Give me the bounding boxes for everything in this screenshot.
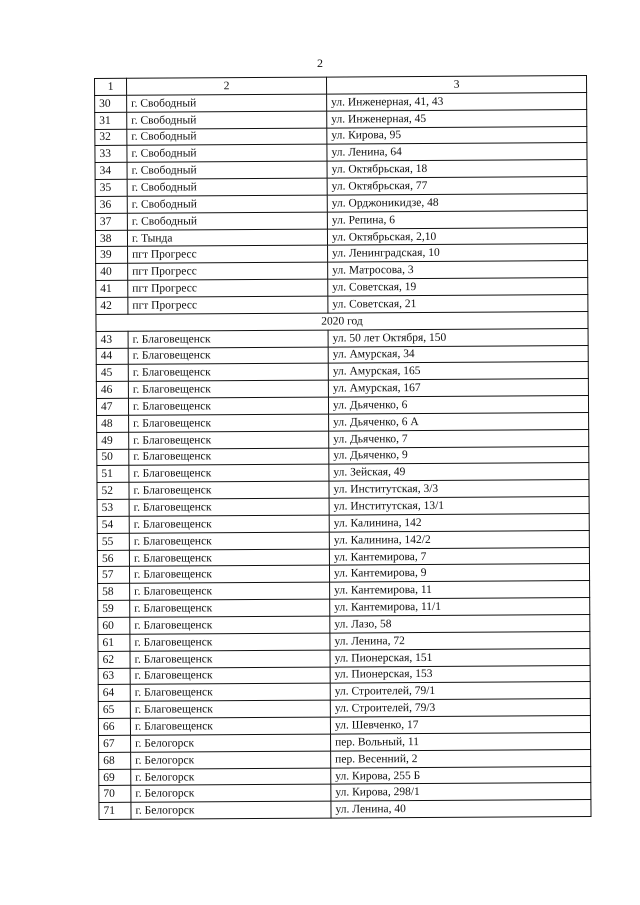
row-address: ул. Амурская, 167 bbox=[328, 379, 588, 397]
row-number: 70 bbox=[99, 786, 131, 803]
row-number: 60 bbox=[98, 617, 130, 634]
row-address: ул. Репина, 6 bbox=[327, 210, 587, 228]
row-address: ул. Калинина, 142/2 bbox=[329, 530, 589, 548]
row-number: 43 bbox=[96, 331, 128, 348]
table-body-after bbox=[96, 328, 591, 819]
row-address: ул. Кантемирова, 9 bbox=[329, 564, 589, 582]
row-address: ул. Кирова, 298/1 bbox=[331, 783, 591, 801]
row-number: 59 bbox=[98, 600, 130, 617]
row-address: ул. Советская, 19 bbox=[328, 278, 588, 296]
row-address: ул. Институтская, 3/3 bbox=[329, 480, 589, 498]
row-address: ул. Амурская, 165 bbox=[328, 362, 588, 380]
row-number: 49 bbox=[97, 432, 129, 449]
row-address: ул. Зейская, 49 bbox=[329, 463, 589, 481]
row-city: г. Благовещенск bbox=[128, 330, 328, 348]
row-address: ул. Калинина, 142 bbox=[329, 513, 589, 531]
row-number: 44 bbox=[96, 348, 128, 365]
row-city: г. Благовещенск bbox=[130, 650, 330, 668]
row-city: г. Тында bbox=[127, 229, 327, 247]
row-address: ул. Инженерная, 41, 43 bbox=[327, 92, 587, 110]
row-number: 32 bbox=[95, 129, 127, 146]
row-city: г. Свободный bbox=[127, 161, 327, 179]
row-city: г. Благовещенск bbox=[130, 667, 330, 685]
row-address: ул. Кантемирова, 7 bbox=[329, 547, 589, 565]
row-city: г. Благовещенск bbox=[129, 498, 329, 516]
row-number: 58 bbox=[98, 584, 130, 601]
row-number: 33 bbox=[95, 146, 127, 163]
row-city: пгт Прогресс bbox=[128, 262, 328, 280]
row-address: ул. Ленина, 40 bbox=[331, 800, 591, 818]
row-address: ул. Институтская, 13/1 bbox=[329, 497, 589, 515]
row-address: ул. Советская, 21 bbox=[328, 294, 588, 312]
row-number: 39 bbox=[96, 247, 128, 264]
year-label: 2020 год bbox=[96, 311, 588, 331]
row-number: 42 bbox=[96, 297, 128, 314]
row-number: 50 bbox=[97, 449, 129, 466]
row-number: 68 bbox=[99, 752, 131, 769]
row-city: пгт Прогресс bbox=[128, 296, 328, 314]
row-address: ул. Кирова, 95 bbox=[327, 126, 587, 144]
row-city: г. Благовещенск bbox=[130, 700, 330, 718]
row-city: г. Благовещенск bbox=[130, 717, 330, 735]
row-number: 66 bbox=[98, 718, 130, 735]
row-number: 38 bbox=[95, 230, 127, 247]
row-city: г. Благовещенск bbox=[129, 431, 329, 449]
row-city: г. Благовещенск bbox=[129, 566, 329, 584]
row-number: 56 bbox=[97, 550, 129, 567]
table-row bbox=[99, 800, 591, 820]
row-address: ул. Пионерская, 151 bbox=[330, 648, 590, 666]
row-address: ул. Кантемирова, 11/1 bbox=[330, 598, 590, 616]
row-number: 37 bbox=[95, 213, 127, 230]
row-number: 62 bbox=[98, 651, 130, 668]
row-address: ул. Октябрьская, 18 bbox=[327, 160, 587, 178]
row-city: г. Белогорск bbox=[131, 734, 331, 752]
row-address: ул. Матросова, 3 bbox=[328, 261, 588, 279]
row-city: г. Свободный bbox=[127, 178, 327, 196]
row-city: г. Свободный bbox=[127, 195, 327, 213]
row-address: ул. Дьяченко, 6 А bbox=[329, 412, 589, 430]
row-number: 48 bbox=[97, 415, 129, 432]
row-city: г. Свободный bbox=[127, 94, 327, 112]
row-city: г. Свободный bbox=[127, 144, 327, 162]
row-city: г. Благовещенск bbox=[128, 380, 328, 398]
row-address: ул. Амурская, 34 bbox=[328, 345, 588, 363]
row-address: ул. Строителей, 79/3 bbox=[330, 699, 590, 717]
row-address: ул. Пионерская, 153 bbox=[330, 665, 590, 683]
row-city: г. Свободный bbox=[127, 212, 327, 230]
row-address: ул. Ленинградская, 10 bbox=[328, 244, 588, 262]
row-address: ул. Лазо, 58 bbox=[330, 614, 590, 632]
row-city: г. Благовещенск bbox=[128, 363, 328, 381]
row-number: 46 bbox=[96, 381, 128, 398]
row-city: г. Белогорск bbox=[131, 751, 331, 769]
row-city: г. Благовещенск bbox=[130, 599, 330, 617]
row-address: ул. Шевченко, 17 bbox=[330, 716, 590, 734]
row-address: ул. Дьяченко, 6 bbox=[328, 396, 588, 414]
row-city: г. Благовещенск bbox=[130, 633, 330, 651]
row-city: г. Благовещенск bbox=[129, 464, 329, 482]
row-city: г. Благовещенск bbox=[129, 532, 329, 550]
row-number: 52 bbox=[97, 483, 129, 500]
row-city: пгт Прогресс bbox=[128, 246, 328, 264]
row-address: пер. Весенний, 2 bbox=[331, 749, 591, 767]
row-number: 47 bbox=[96, 398, 128, 415]
row-address: ул. Дьяченко, 7 bbox=[329, 429, 589, 447]
row-address: ул. Орджоникидзе, 48 bbox=[327, 193, 587, 211]
row-number: 45 bbox=[96, 365, 128, 382]
row-city: г. Свободный bbox=[127, 128, 327, 146]
row-address: ул. 50 лет Октября, 150 bbox=[328, 328, 588, 346]
row-address: пер. Вольный, 11 bbox=[331, 732, 591, 750]
row-number: 51 bbox=[97, 466, 129, 483]
row-address: ул. Октябрьская, 2,10 bbox=[327, 227, 587, 245]
row-city: г. Благовещенск bbox=[128, 347, 328, 365]
row-number: 57 bbox=[97, 567, 129, 584]
row-city: г. Благовещенск bbox=[129, 448, 329, 466]
row-number: 34 bbox=[95, 163, 127, 180]
column-header-2: 2 bbox=[127, 77, 327, 95]
row-city: г. Благовещенск bbox=[130, 582, 330, 600]
row-number: 55 bbox=[97, 533, 129, 550]
row-city: г. Свободный bbox=[127, 111, 327, 129]
row-address: ул. Кирова, 255 Б bbox=[331, 766, 591, 784]
row-number: 36 bbox=[95, 196, 127, 213]
row-city: пгт Прогресс bbox=[128, 279, 328, 297]
row-address: ул. Ленина, 72 bbox=[330, 631, 590, 649]
row-city: г. Благовещенск bbox=[129, 481, 329, 499]
column-header-3: 3 bbox=[326, 75, 586, 93]
row-number: 65 bbox=[98, 702, 130, 719]
row-number: 53 bbox=[97, 499, 129, 516]
row-number: 67 bbox=[99, 735, 131, 752]
row-city: г. Благовещенск bbox=[128, 397, 328, 415]
row-address: ул. Дьяченко, 9 bbox=[329, 446, 589, 464]
row-city: г. Благовещенск bbox=[130, 616, 330, 634]
row-city: г. Белогорск bbox=[131, 801, 331, 819]
row-address: ул. Строителей, 79/1 bbox=[330, 682, 590, 700]
row-number: 35 bbox=[95, 179, 127, 196]
address-table bbox=[94, 75, 592, 820]
row-number: 61 bbox=[98, 634, 130, 651]
row-city: г. Белогорск bbox=[131, 768, 331, 786]
row-address: ул. Инженерная, 45 bbox=[327, 109, 587, 127]
row-number: 64 bbox=[98, 685, 130, 702]
row-city: г. Благовещенск bbox=[130, 683, 330, 701]
column-header-1: 1 bbox=[95, 78, 127, 95]
row-number: 69 bbox=[99, 769, 131, 786]
row-city: г. Благовещенск bbox=[129, 515, 329, 533]
row-number: 63 bbox=[98, 668, 130, 685]
page-number: 2 bbox=[317, 56, 323, 70]
row-number: 71 bbox=[99, 803, 131, 820]
table-body-before bbox=[95, 92, 588, 314]
row-address: ул. Ленина, 64 bbox=[327, 143, 587, 161]
row-number: 31 bbox=[95, 112, 127, 129]
row-city: г. Благовещенск bbox=[129, 549, 329, 567]
row-number: 41 bbox=[96, 280, 128, 297]
row-address: ул. Октябрьская, 77 bbox=[327, 177, 587, 195]
row-number: 54 bbox=[97, 516, 129, 533]
row-number: 30 bbox=[95, 95, 127, 112]
row-city: г. Благовещенск bbox=[129, 414, 329, 432]
row-address: ул. Кантемирова, 11 bbox=[330, 581, 590, 599]
row-number: 40 bbox=[96, 264, 128, 281]
row-city: г. Белогорск bbox=[131, 785, 331, 803]
